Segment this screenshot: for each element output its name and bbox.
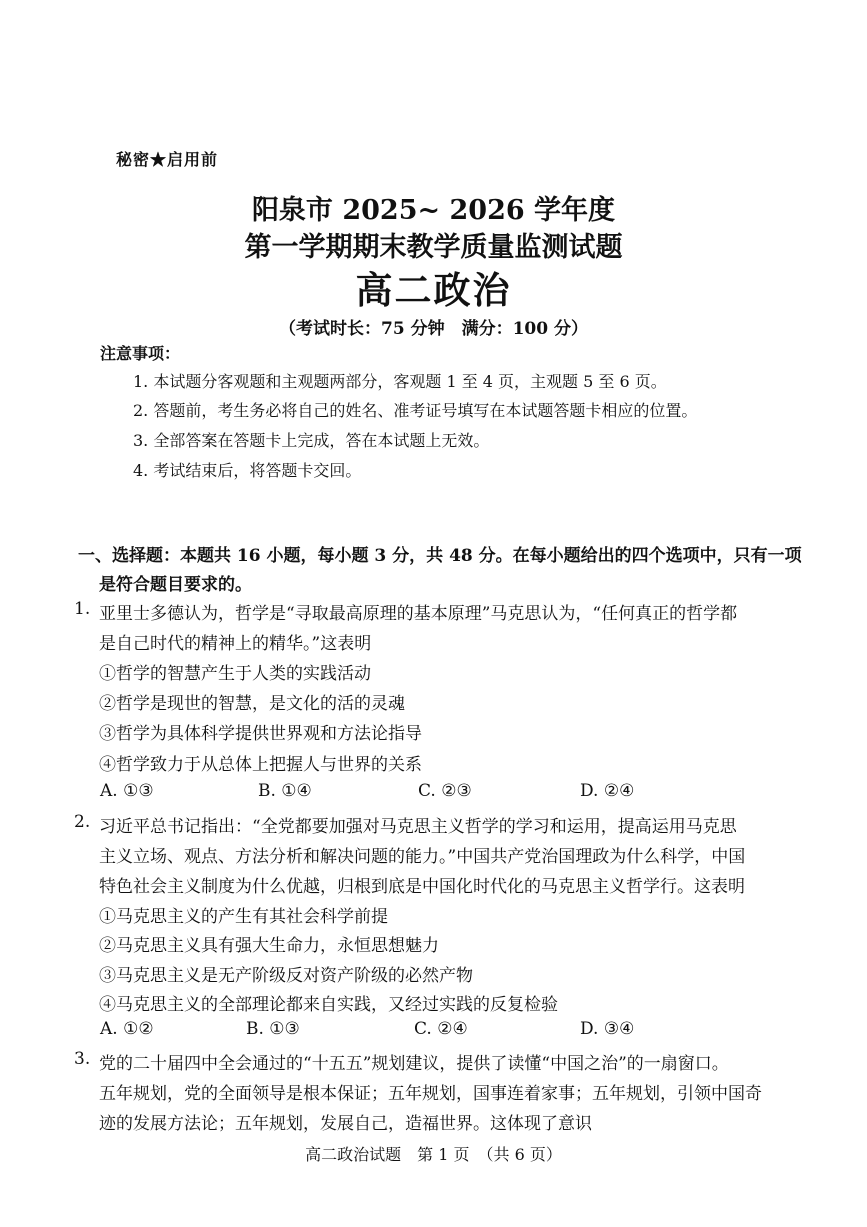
answer-option-c: C. ②③ [418,781,472,801]
answer-option-d: D. ②④ [580,781,635,801]
notice-heading: 注意事项： [100,344,181,363]
notice-item: 4. 考试结束后，将答题卡交回。 [133,461,362,480]
question-statement: ③哲学为具体科学提供世界观和方法论指导 [99,724,422,744]
question-statement: ④马克思主义的全部理论都来自实践，又经过实践的反复检验 [99,995,558,1015]
question-statement: ③马克思主义是无产阶级反对资产阶级的必然产物 [99,966,473,986]
subject-title: 高二政治 [355,268,512,312]
answer-option-a: A. ①③ [100,781,154,801]
answer-option-b: B. ①③ [246,1019,300,1039]
page-footer: 高二政治试题 第 1 页 （共 6 页） [305,1145,562,1164]
answer-option-a: A. ①② [100,1019,154,1039]
question-stem-line: 亚里士多德认为，哲学是“寻取最高原理的基本原理”马克思认为，“任何真正的哲学都 [99,604,738,624]
question-number: 1. [74,599,91,619]
question-statement: ②马克思主义具有强大生命力，永恒思想魅力 [99,936,439,956]
section-heading-cont: 是符合题目要求的。 [99,575,252,595]
question-stem-line: 迹的发展方法论；五年规划，发展自己，造福世界。这体现了意识 [99,1114,592,1134]
notice-item: 3. 全部答案在答题卡上完成，答在本试题上无效。 [133,431,490,450]
question-stem-line: 特色社会主义制度为什么优越，归根到底是中国化时代化的马克思主义哲学行。这表明 [99,877,745,897]
exam-info: （考试时长：75 分钟 满分：100 分） [279,319,588,339]
section-heading: 一、选择题：本题共 16 小题，每小题 3 分，共 48 分。在每小题给出的四个选项中，只有一项 [78,546,802,566]
question-stem-line: 习近平总书记指出：“全党都要加强对马克思主义哲学的学习和运用，提高运用马克思 [99,817,737,837]
question-statement: ②哲学是现世的智慧，是文化的活的灵魂 [99,694,405,714]
answer-option-b: B. ①④ [258,781,312,801]
answer-option-d: D. ③④ [580,1019,635,1039]
question-number: 2. [74,812,91,832]
question-statement: ①马克思主义的产生有其社会科学前提 [99,907,388,927]
question-statement: ④哲学致力于从总体上把握人与世界的关系 [99,755,422,775]
notice-item: 1. 本试题分客观题和主观题两部分，客观题 1 至 4 页，主观题 5 至 6 页。 [133,372,667,391]
question-stem-line: 党的二十届四中全会通过的“十五五”规划建议，提供了读懂“中国之治”的一扇窗口。 [99,1054,729,1074]
question-stem-line: 五年规划，党的全面领导是根本保证；五年规划，国事连着家事；五年规划，引领中国奇 [99,1084,762,1104]
notice-item: 2. 答题前，考生务必将自己的姓名、准考证号填写在本试题答题卡相应的位置。 [133,401,698,420]
exam-title-line1: 阳泉市 2025~ 2026 学年度 [251,195,616,226]
question-stem-line: 主义立场、观点、方法分析和解决问题的能力。”中国共产党治国理政为什么科学，中国 [99,847,746,867]
answer-option-c: C. ②④ [414,1019,468,1039]
question-statement: ①哲学的智慧产生于人类的实践活动 [99,664,371,684]
exam-title-line2: 第一学期期末教学质量监测试题 [244,232,623,263]
question-stem-line: 是自己时代的精神上的精华。”这表明 [99,634,372,654]
question-number: 3. [74,1049,91,1069]
confidential-label: 秘密★启用前 [116,150,219,169]
